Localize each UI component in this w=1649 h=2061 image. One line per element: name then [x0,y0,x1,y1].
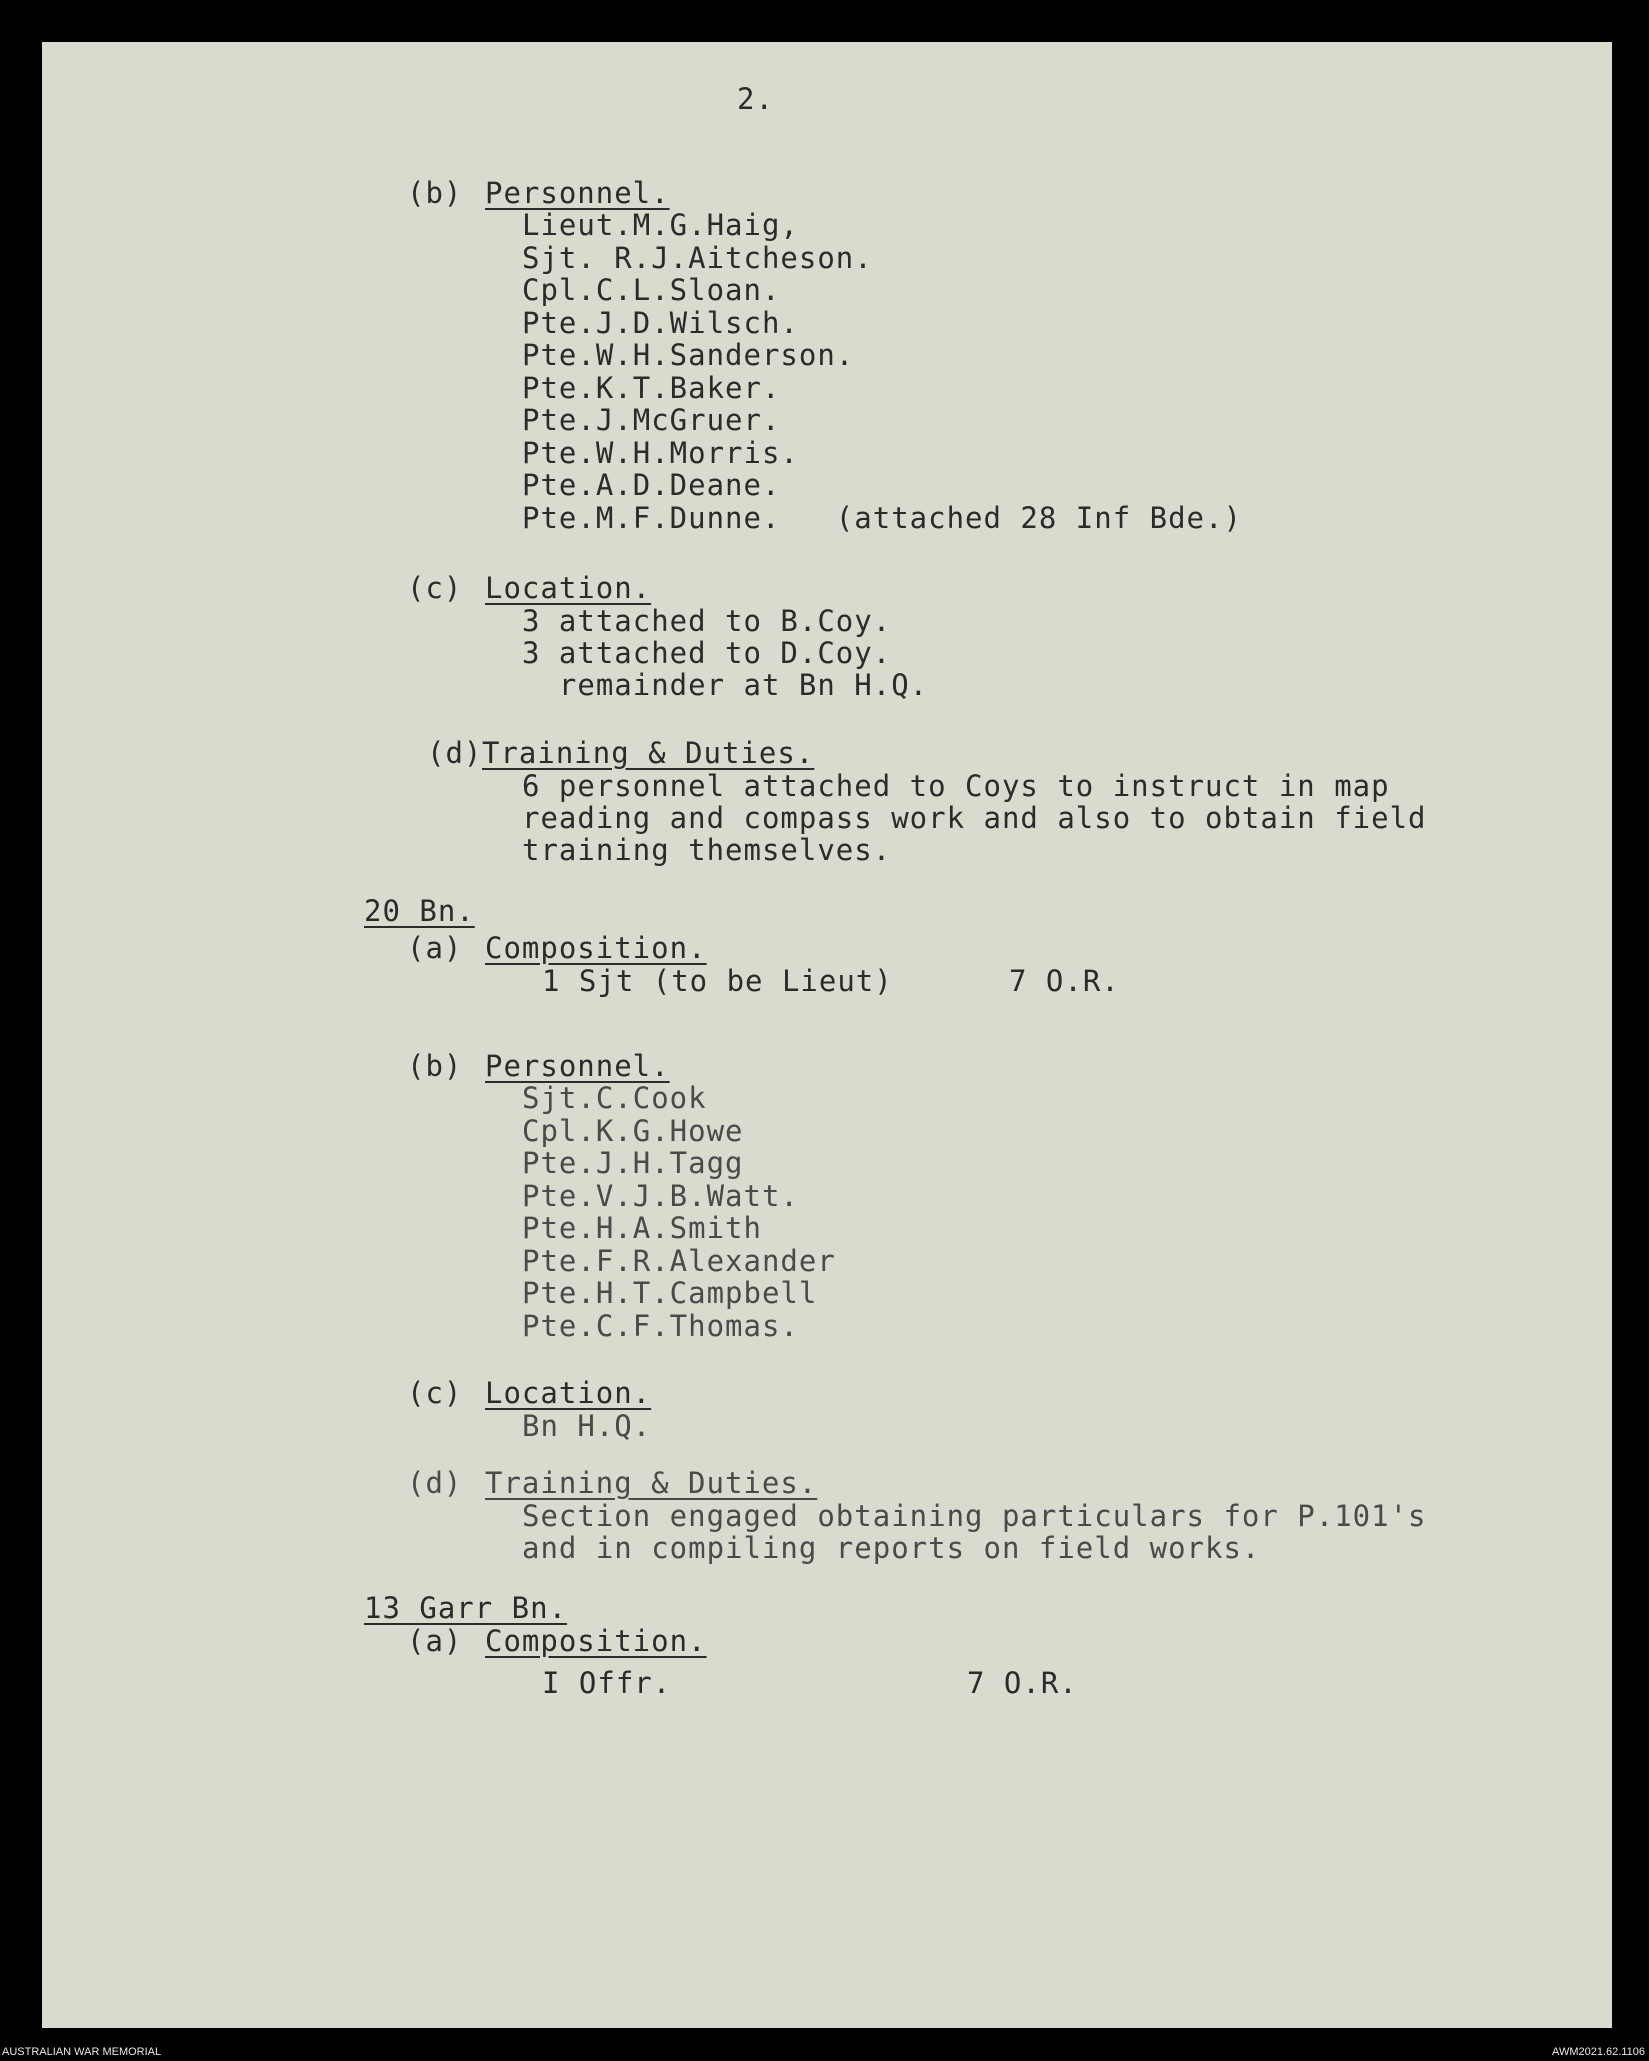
composition-other-ranks: 7 O.R. [967,1666,1078,1700]
section-c-heading: Location. [485,571,652,605]
archive-reference: AWM2021.62.1106 [1552,2046,1645,2058]
personnel-line: Pte.W.H.Sanderson. [522,338,855,372]
section-d-heading: Training & Duties. [485,1466,818,1500]
unit-heading-20-bn: 20 Bn. [364,894,475,928]
section-d-label: (d) [427,736,483,770]
personnel-line: Pte.C.F.Thomas. [522,1309,799,1343]
section-d-heading: Training & Duties. [482,736,815,770]
document-page [42,42,1612,2028]
location-line: remainder at Bn H.Q. [522,668,929,702]
location-line: 3 attached to D.Coy. [522,636,892,670]
section-b-label: (b) [407,1049,463,1083]
section-b-heading: Personnel. [485,1049,670,1083]
personnel-line: Pte.A.D.Deane. [522,468,781,502]
personnel-line: Pte.J.H.Tagg [522,1146,744,1180]
personnel-line: Pte.W.H.Morris. [522,436,799,470]
location-line: Bn H.Q. [522,1409,652,1443]
section-c-label: (c) [407,1376,463,1410]
composition-heading: Composition. [485,1624,707,1658]
personnel-line: Cpl.C.L.Sloan. [522,273,781,307]
training-line: training themselves. [522,833,892,867]
personnel-line: Pte.F.R.Alexander [522,1244,836,1278]
personnel-line: Pte.K.T.Baker. [522,371,781,405]
personnel-line: Pte.J.McGruer. [522,403,781,437]
section-b-heading: Personnel. [485,176,670,210]
composition-officers: 1 Sjt (to be Lieut) [542,964,893,998]
personnel-line: Sjt. R.J.Aitcheson. [522,241,873,275]
personnel-line: Pte.H.A.Smith [522,1211,762,1245]
archive-credit: AUSTRALIAN WAR MEMORIAL [2,2046,162,2058]
location-line: 3 attached to B.Coy. [522,604,892,638]
personnel-line: Pte.M.F.Dunne. (attached 28 Inf Bde.) [522,501,1242,535]
section-d-label: (d) [407,1466,463,1500]
training-line: and in compiling reports on field works. [522,1531,1261,1565]
composition-officers: I Offr. [542,1666,672,1700]
training-line: 6 personnel attached to Coys to instruct in map [522,769,1390,803]
section-c-heading: Location. [485,1376,652,1410]
training-line: Section engaged obtaining particulars for P.101's [522,1499,1427,1533]
section-b-label: (b) [407,176,463,210]
unit-heading-13-garr-bn: 13 Garr Bn. [364,1591,568,1625]
section-c-label: (c) [407,571,463,605]
composition-heading: Composition. [485,931,707,965]
personnel-line: Lieut.M.G.Haig, [522,208,799,242]
composition-label: (a) [407,1624,463,1658]
personnel-line: Pte.H.T.Campbell [522,1276,818,1310]
page-number: 2. [737,82,774,116]
composition-label: (a) [407,931,463,965]
training-line: reading and compass work and also to obtain field [522,801,1427,835]
personnel-line: Sjt.C.Cook [522,1081,707,1115]
composition-other-ranks: 7 O.R. [1009,964,1120,998]
personnel-line: Pte.J.D.Wilsch. [522,306,799,340]
personnel-line: Cpl.K.G.Howe [522,1114,744,1148]
personnel-line: Pte.V.J.B.Watt. [522,1179,799,1213]
